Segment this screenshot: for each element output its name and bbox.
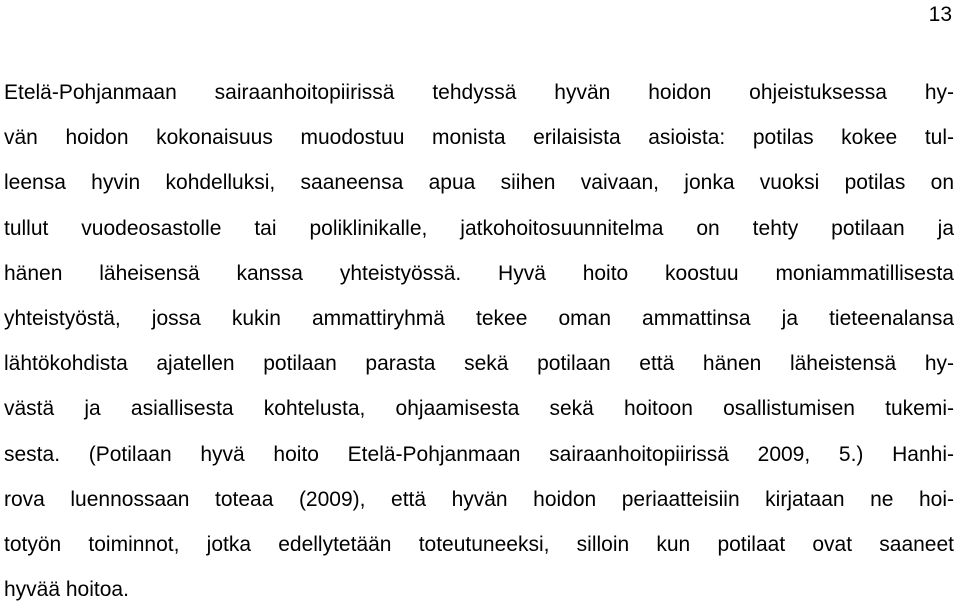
- paragraph-line: vän hoidon kokonaisuus muodostuu monista erilaisista asioista: potilas kokee tul-: [4, 126, 954, 150]
- page-number: 13: [928, 3, 952, 26]
- paragraph-line: hyvää hoitoa.: [4, 578, 129, 602]
- paragraph-line: totyön toiminnot, jotka edellytetään toteutuneeksi, silloin kun potilaat ovat saaneet: [4, 532, 954, 556]
- paragraph-line: leensa hyvin kohdelluksi, saaneensa apua siihen vaivaan, jonka vuoksi potilas on: [4, 171, 954, 195]
- paragraph-line: rova luennossaan toteaa (2009), että hyvän hoidon periaatteisiin kirjataan ne hoi-: [4, 487, 954, 511]
- paragraph-line: sesta. (Potilaan hyvä hoito Etelä-Pohjanmaan sairaanhoitopiirissä 2009, 5.) Hanhi-: [4, 442, 954, 466]
- paragraph-line: västä ja asiallisesta kohtelusta, ohjaamisesta sekä hoitoon osallistumisen tukemi-: [4, 397, 954, 421]
- paragraph-line: tullut vuodeosastolle tai poliklinikalle, jatkohoitosuunnitelma on tehty potilaan ja: [4, 216, 954, 240]
- paragraph-line: Etelä-Pohjanmaan sairaanhoitopiirissä tehdyssä hyvän hoidon ohjeistuksessa hy-: [4, 81, 954, 104]
- paragraph-line: hänen läheisensä kanssa yhteistyössä. Hyvä hoito koostuu moniammatillisesta: [4, 261, 954, 285]
- body-paragraph: [4, 70, 954, 612]
- paragraph-line: yhteistyöstä, jossa kukin ammattiryhmä tekee oman ammattinsa ja tieteenalansa: [4, 306, 954, 330]
- paragraph-line: lähtökohdista ajatellen potilaan parasta sekä potilaan että hänen läheistensä hy-: [4, 352, 954, 376]
